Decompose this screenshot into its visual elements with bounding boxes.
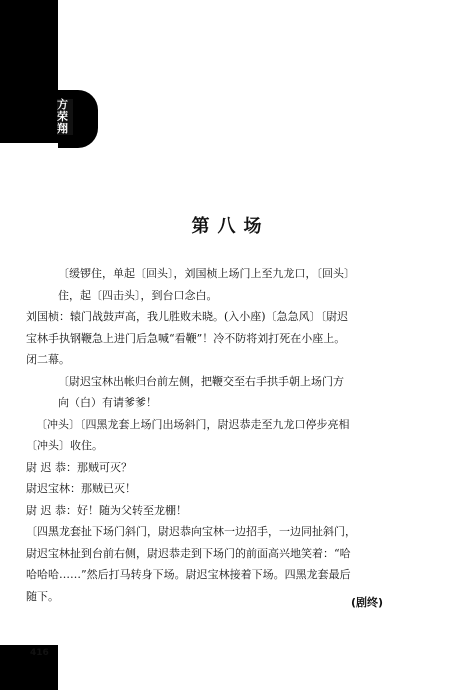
page-number: 416 [30, 648, 49, 658]
script-body [26, 263, 434, 607]
stage-direction-line: 〔冲头〕收住。 [26, 439, 103, 452]
dialogue-line: 尉 迟 恭：那贼可灭？ [26, 460, 132, 474]
stage-direction-line: 向（白）有请爹爹！ [58, 396, 157, 409]
end-mark: (剧终) [350, 596, 383, 609]
side-tab-label: 方荣翔 [57, 99, 73, 135]
stage-direction-line: 尉迟宝林扯到台前右侧，尉迟恭走到下场门的前面高兴地笑着：“哈 [26, 546, 351, 560]
dialogue-line: 宝林手执钢鞭急上进门后急喊“看鞭”！冷不防将刘打死在小座上。 [26, 331, 346, 345]
stage-direction-line: 〔四黑龙套扯下场门斜门，尉迟恭向宝林一边招手，一边同扯斜门， [26, 525, 356, 538]
stage-direction-line: 〔冲头〕〔四黑龙套上场门出场斜门，尉迟恭走至九龙口停步亮相 [36, 417, 350, 431]
stage-direction-line: 随下。 [26, 589, 59, 603]
stage-direction-line: 〔缓锣住，单起〔回头〕，刘国桢上场门上至九龙口，〔回头〕 [58, 267, 355, 280]
dialogue-line: 尉 迟 恭：好！随为父转至龙棚！ [26, 503, 187, 517]
stage-direction-line: 哈哈哈……”然后打马转身下场。尉迟宝林接着下场。四黑龙套最后 [26, 568, 351, 581]
scene-title: 第八场 [191, 216, 270, 237]
dialogue-line: 闭二幕。 [26, 353, 70, 366]
stage-direction-line: 〔尉迟宝林出帐归台前左侧，把鞭交至右手拱手朝上场门方 [58, 374, 344, 388]
stage-direction-line: 住，起〔四击头〕，到台口念白。 [58, 288, 218, 302]
dialogue-line: 尉迟宝林：那贼已灭！ [26, 482, 136, 495]
dialogue-line: 刘国桢：辕门战鼓声高，我儿胜败未晓。(入小座)〔急急风〕〔尉迟 [26, 310, 349, 323]
